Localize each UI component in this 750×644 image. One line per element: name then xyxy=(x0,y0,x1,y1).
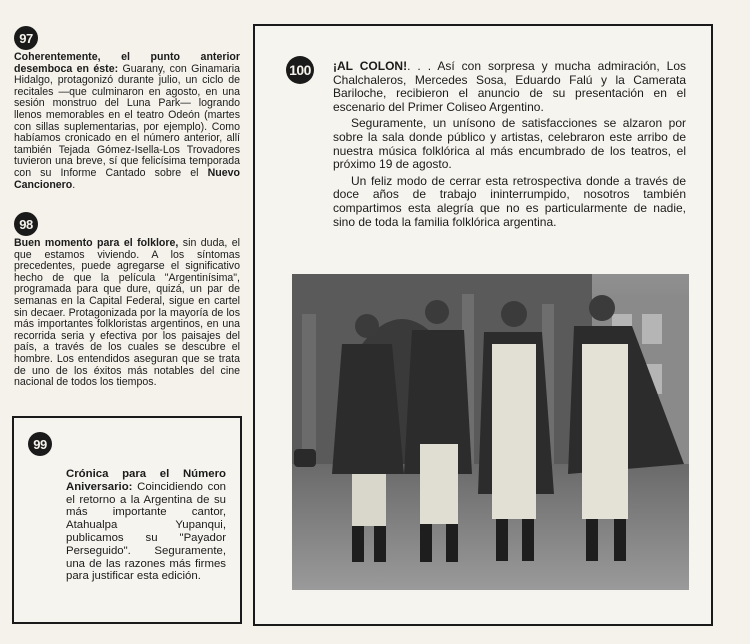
item-body: Guarany, con Ginamaria Hidalgo, protagonizó durante julio, un ciclo de recitales —que culminaron en agosto, en una sesión monstruo del Luna Park— logrando llenos memorables en el teatro Odeón (martes con sillas suplementarias, por ejemplo). Como habíamos cronicado en el número anterior, allí también Tejada Gómez-Isella-Los Trovadores tuvieron una breve, sí que felicísima temporada con su Informe Cantado sobre el xyxy=(14,62,240,179)
item-text xyxy=(66,468,226,583)
item-lead: ¡AL COLON! xyxy=(333,59,408,73)
item-lead: Crónica para el Número Aniversario: xyxy=(66,468,226,493)
item-99-box xyxy=(12,416,242,624)
item-body: sin duda, el que estamos viviendo. A los síntomas precedentes, puede agregarse el significativo hecho de que la película "Argentinísima", programada para que dure, quizá, un par de semanas en la Capital Federal, sigue en cartel sin decaer. Protagonizada por la mayoría de los más importantes folkloristas argentinos, en una recorrida seria y efectiva por los paisajes del país, a través de los cuales se descubre el hombre. Los entendidos aseguran que se trata de uno de los éxitos más notables del cine nacional de todos los tiempos. xyxy=(14,237,240,389)
item-text xyxy=(14,238,240,389)
item-97 xyxy=(14,26,240,191)
item-text xyxy=(14,52,240,191)
item-100-box xyxy=(253,24,713,626)
paragraph-text: . . . Así con sorpresa y mucha admiración, Los Chalchaleros, Mercedes Sosa, Eduardo Falú y la Camerata Bariloche, recibieron el anuncio de su presentación en el escenario del Primer Coliseo Argentino. xyxy=(333,59,686,114)
item-number-badge: 98 xyxy=(14,212,38,236)
item-bold-tail: Nuevo Cancionero xyxy=(14,166,240,191)
paragraph: Seguramente, un unísono de satisfacciones se alzaron por sobre la sala donde público y artistas, celebraron este arribo de nuestra música folklórica al más encumbrado de los teatros, el próximo 19 de agosto. xyxy=(333,116,686,172)
item-text xyxy=(333,60,686,232)
paragraph xyxy=(333,60,686,114)
paragraph: Un feliz modo de cerrar esta retrospectiva donde a través de doce años de trabajo ininterrumpido, nosotros también compartimos esta alegría que no es particularmente de nadie, sino de toda la familia folklórica argentina. xyxy=(333,173,686,229)
item-number-badge: 97 xyxy=(14,26,38,50)
item-lead: Coherentemente, el punto anterior desemboca en éste: xyxy=(14,51,240,75)
item-number-badge: 99 xyxy=(28,432,52,456)
photo-illustration xyxy=(292,274,689,590)
item-end: . xyxy=(72,178,76,191)
item-98 xyxy=(14,212,240,389)
group-photo xyxy=(292,274,689,590)
item-body: Coincidiendo con el retorno a la Argentina de su más importante cantor, Atahualpa Yupanqui, publicamos su "Payador Perseguido". Seguramente, una de las razones más firmes para justificar esta edición. xyxy=(66,480,226,583)
item-number-badge: 100 xyxy=(286,56,314,84)
item-lead: Buen momento para el folklore, xyxy=(14,237,179,249)
